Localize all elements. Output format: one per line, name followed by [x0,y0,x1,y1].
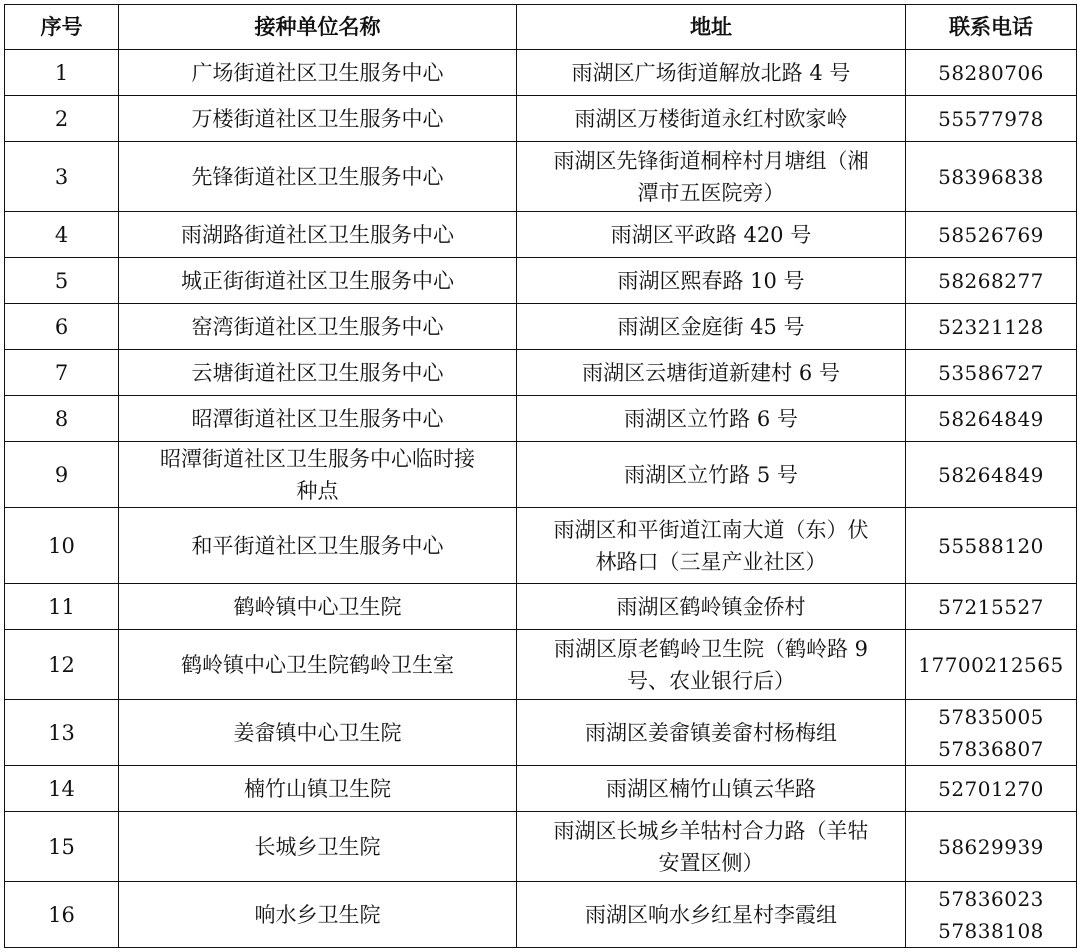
cell-address [517,584,906,630]
cell-phone [906,508,1077,584]
cell-address-line: 雨湖区立竹路 5 号 [624,462,798,487]
cell-index: 12 [5,630,119,700]
cell-address-line: 雨湖区先锋街道桐梓村月塘组（湘 [553,148,869,173]
table-row [5,812,1077,882]
cell-site-name-line: 雨湖路街道社区卫生服务中心 [181,222,454,247]
cell-address-line: 雨湖区云塘街道新建村 6 号 [582,360,840,385]
cell-address [517,258,906,304]
cell-site-name-line: 万楼街道社区卫生服务中心 [191,106,444,131]
cell-phone-line: 55577978 [938,106,1044,131]
cell-phone [906,50,1077,96]
cell-site-name [119,350,517,396]
cell-phone-line: 57836807 [938,736,1044,761]
cell-address-line: 雨湖区长城乡羊牯村合力路（羊牯 [553,818,869,843]
cell-index: 6 [5,304,119,350]
cell-address-line: 号、农业银行后） [627,668,795,693]
cell-index: 14 [5,766,119,812]
cell-phone-line: 57215527 [938,594,1044,619]
cell-address [517,882,906,948]
cell-phone-line: 58280706 [938,60,1044,85]
cell-address-line: 雨湖区鹤岭镇金侨村 [616,594,806,619]
cell-phone-line: 57838108 [938,918,1044,943]
cell-address-line: 雨湖区楠竹山镇云华路 [606,776,816,801]
cell-index: 7 [5,350,119,396]
cell-phone [906,766,1077,812]
table-row [5,142,1077,212]
cell-site-name-line: 鹤岭镇中心卫生院鹤岭卫生室 [181,652,454,677]
table-row [5,766,1077,812]
cell-phone-line: 58396838 [938,164,1044,189]
cell-address [517,442,906,508]
cell-address [517,630,906,700]
cell-phone [906,258,1077,304]
cell-site-name [119,508,517,584]
cell-address [517,96,906,142]
cell-site-name [119,50,517,96]
cell-phone-line: 57835005 [938,704,1044,729]
cell-phone-line: 58264849 [938,462,1044,487]
cell-phone [906,142,1077,212]
cell-site-name [119,700,517,766]
cell-address-line: 林路口（三星产业社区） [595,549,827,574]
cell-site-name-line: 云塘街道社区卫生服务中心 [191,360,444,385]
cell-phone [906,212,1077,258]
cell-phone [906,350,1077,396]
cell-address [517,212,906,258]
cell-phone-line: 52701270 [938,776,1044,801]
table-row [5,700,1077,766]
cell-phone [906,812,1077,882]
cell-address [517,350,906,396]
cell-index: 4 [5,212,119,258]
cell-address-line: 雨湖区原老鹤岭卫生院（鹤岭路 9 [553,636,869,661]
table-row [5,212,1077,258]
table-row [5,396,1077,442]
cell-index: 16 [5,882,119,948]
cell-phone-line: 17700212565 [918,652,1064,677]
table-row [5,584,1077,630]
cell-site-name-line: 城正街街道社区卫生服务中心 [181,268,454,293]
table-row [5,50,1077,96]
cell-index: 2 [5,96,119,142]
cell-address-line: 雨湖区立竹路 6 号 [624,406,798,431]
cell-phone-line: 57836023 [938,886,1044,911]
cell-phone [906,882,1077,948]
table-row [5,882,1077,948]
cell-address [517,700,906,766]
table-row [5,350,1077,396]
table-row [5,508,1077,584]
cell-site-name [119,258,517,304]
cell-site-name-line: 鹤岭镇中心卫生院 [233,594,402,619]
cell-address [517,812,906,882]
cell-phone-line: 52321128 [938,314,1044,339]
cell-site-name-line: 和平街道社区卫生服务中心 [191,533,444,558]
header-phone: 联系电话 [906,5,1077,50]
cell-address-line: 雨湖区和平街道江南大道（东）伏 [553,517,869,542]
cell-address [517,396,906,442]
cell-phone-line: 58526769 [938,222,1044,247]
cell-site-name [119,212,517,258]
cell-site-name [119,766,517,812]
cell-site-name [119,396,517,442]
cell-site-name-line: 昭潭街道社区卫生服务中心 [191,406,444,431]
cell-index: 15 [5,812,119,882]
header-site-name: 接种单位名称 [119,5,517,50]
cell-address-line: 安置区侧） [658,850,764,875]
cell-site-name-line: 楠竹山镇卫生院 [244,776,391,801]
table-row [5,304,1077,350]
cell-site-name-line: 响水乡卫生院 [254,902,381,927]
cell-address [517,304,906,350]
cell-site-name-line: 窑湾街道社区卫生服务中心 [191,314,444,339]
table-row [5,630,1077,700]
cell-phone-line: 55588120 [938,533,1044,558]
header-address: 地址 [517,5,906,50]
cell-phone [906,442,1077,508]
cell-site-name [119,584,517,630]
cell-index: 8 [5,396,119,442]
table-header-row [5,5,1077,50]
cell-address-line: 雨湖区广场街道解放北路 4 号 [571,60,851,85]
cell-site-name [119,96,517,142]
cell-address-line: 潭市五医院旁） [637,180,785,205]
cell-phone [906,304,1077,350]
cell-phone [906,700,1077,766]
cell-address [517,508,906,584]
cell-index: 10 [5,508,119,584]
cell-phone-line: 53586727 [938,360,1044,385]
cell-site-name [119,630,517,700]
cell-site-name [119,442,517,508]
cell-site-name [119,882,517,948]
cell-phone-line: 58629939 [938,834,1044,859]
cell-phone [906,630,1077,700]
cell-phone [906,584,1077,630]
cell-site-name-line: 先锋街道社区卫生服务中心 [191,164,444,189]
cell-index: 13 [5,700,119,766]
cell-site-name-line: 姜畲镇中心卫生院 [233,720,402,745]
table-row [5,442,1077,508]
cell-site-name-line: 昭潭街道社区卫生服务中心临时接 [160,446,475,471]
cell-index: 5 [5,258,119,304]
cell-index: 9 [5,442,119,508]
cell-index: 3 [5,142,119,212]
cell-address [517,142,906,212]
table-body [5,50,1077,948]
vaccination-sites-table-container [4,4,1077,948]
cell-address [517,50,906,96]
cell-address-line: 雨湖区姜畲镇姜畲村杨梅组 [585,720,837,745]
cell-site-name-line: 长城乡卫生院 [254,834,381,859]
cell-index: 11 [5,584,119,630]
cell-phone-line: 58268277 [938,268,1044,293]
cell-site-name [119,304,517,350]
cell-address-line: 雨湖区熙春路 10 号 [617,268,805,293]
vaccination-sites-table [4,4,1077,948]
cell-site-name [119,812,517,882]
cell-site-name-line: 广场街道社区卫生服务中心 [191,60,444,85]
cell-address [517,766,906,812]
cell-index: 1 [5,50,119,96]
cell-site-name-line: 种点 [296,478,339,503]
cell-phone [906,96,1077,142]
cell-address-line: 雨湖区万楼街道永红村欧家岭 [574,106,848,131]
cell-address-line: 雨湖区金庭街 45 号 [617,314,805,339]
cell-address-line: 雨湖区平政路 420 号 [610,222,812,247]
cell-phone [906,396,1077,442]
table-row [5,258,1077,304]
cell-phone-line: 58264849 [938,406,1044,431]
header-index: 序号 [5,5,119,50]
table-row [5,96,1077,142]
cell-address-line: 雨湖区响水乡红星村李霞组 [585,902,837,927]
cell-site-name [119,142,517,212]
